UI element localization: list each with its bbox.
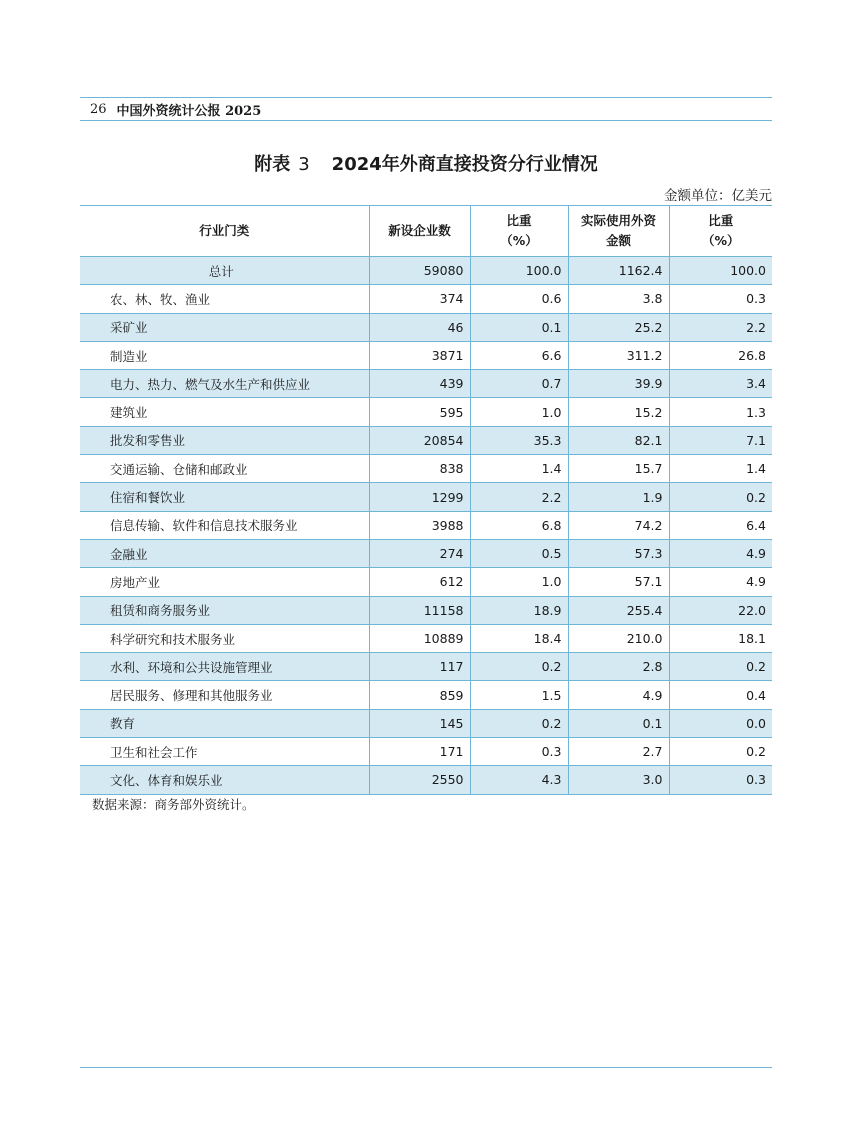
cell-share2: 18.1: [669, 624, 772, 652]
cell-share1: 100.0: [470, 257, 568, 285]
cell-amount: 1162.4: [568, 257, 669, 285]
cell-share2: 22.0: [669, 596, 772, 624]
cell-amount: 311.2: [568, 341, 669, 369]
cell-share2: 1.3: [669, 398, 772, 426]
cell-industry: 水利、环境和公共设施管理业: [80, 653, 369, 681]
cell-amount: 210.0: [568, 624, 669, 652]
cell-share1: 6.8: [470, 511, 568, 539]
cell-share2: 7.1: [669, 426, 772, 454]
cell-industry: 金融业: [80, 539, 369, 567]
cell-enterprises: 2550: [369, 766, 470, 794]
cell-amount: 39.9: [568, 370, 669, 398]
cell-share1: 1.0: [470, 398, 568, 426]
header-enterprises: 新设企业数: [369, 206, 470, 257]
cell-industry: 卫生和社会工作: [80, 738, 369, 766]
cell-share1: 18.4: [470, 624, 568, 652]
cell-share2: 6.4: [669, 511, 772, 539]
cell-amount: 3.8: [568, 285, 669, 313]
cell-share1: 4.3: [470, 766, 568, 794]
cell-industry: 采矿业: [80, 313, 369, 341]
cell-enterprises: 274: [369, 539, 470, 567]
title-number: 3: [298, 154, 310, 175]
cell-share2: 4.9: [669, 568, 772, 596]
cell-share1: 0.1: [470, 313, 568, 341]
cell-industry: 信息传输、软件和信息技术服务业: [80, 511, 369, 539]
cell-amount: 25.2: [568, 313, 669, 341]
total-row: [80, 257, 772, 285]
cell-amount: 15.7: [568, 455, 669, 483]
table-row: [80, 483, 772, 511]
table-row: [80, 568, 772, 596]
cell-amount: 2.8: [568, 653, 669, 681]
footer-rule: [80, 1067, 772, 1068]
cell-share1: 1.0: [470, 568, 568, 596]
table-row: [80, 653, 772, 681]
cell-amount: 1.9: [568, 483, 669, 511]
cell-enterprises: 838: [369, 455, 470, 483]
cell-amount: 74.2: [568, 511, 669, 539]
cell-industry: 租赁和商务服务业: [80, 596, 369, 624]
cell-share1: 1.4: [470, 455, 568, 483]
cell-share2: 0.2: [669, 653, 772, 681]
cell-amount: 57.3: [568, 539, 669, 567]
header-share-enterprises: 比重 （%）: [470, 206, 568, 257]
cell-amount: 15.2: [568, 398, 669, 426]
cell-share1: 35.3: [470, 426, 568, 454]
page-number: 26: [90, 101, 107, 117]
table-row: [80, 709, 772, 737]
cell-industry: 居民服务、修理和其他服务业: [80, 681, 369, 709]
header-share-amount: 比重 （%）: [669, 206, 772, 257]
cell-enterprises: 859: [369, 681, 470, 709]
cell-share1: 2.2: [470, 483, 568, 511]
cell-enterprises: 3871: [369, 341, 470, 369]
cell-enterprises: 171: [369, 738, 470, 766]
source-note: 数据来源：商务部外资统计。: [92, 797, 255, 812]
cell-share1: 0.2: [470, 709, 568, 737]
cell-share1: 0.5: [470, 539, 568, 567]
cell-enterprises: 46: [369, 313, 470, 341]
cell-enterprises: 3988: [369, 511, 470, 539]
table-row: [80, 426, 772, 454]
cell-amount: 255.4: [568, 596, 669, 624]
cell-industry: 制造业: [80, 341, 369, 369]
cell-share2: 0.3: [669, 766, 772, 794]
cell-share2: 0.4: [669, 681, 772, 709]
cell-share1: 0.2: [470, 653, 568, 681]
cell-industry: 教育: [80, 709, 369, 737]
industry-table: [80, 205, 772, 795]
cell-share1: 1.5: [470, 681, 568, 709]
cell-share2: 2.2: [669, 313, 772, 341]
table-row: [80, 539, 772, 567]
table-row: [80, 341, 772, 369]
cell-industry: 电力、热力、燃气及水生产和供应业: [80, 370, 369, 398]
cell-share2: 26.8: [669, 341, 772, 369]
cell-industry: 总计: [80, 257, 369, 285]
cell-amount: 4.9: [568, 681, 669, 709]
title-prefix: 附表: [254, 154, 291, 175]
table-row: [80, 398, 772, 426]
cell-share2: 0.3: [669, 285, 772, 313]
cell-enterprises: 439: [369, 370, 470, 398]
cell-enterprises: 117: [369, 653, 470, 681]
cell-share2: 0.2: [669, 738, 772, 766]
unit-note: 金额单位：亿美元: [664, 188, 772, 204]
header-industry: 行业门类: [80, 206, 369, 257]
cell-enterprises: 1299: [369, 483, 470, 511]
table-row: [80, 596, 772, 624]
table-row: [80, 455, 772, 483]
cell-enterprises: 10889: [369, 624, 470, 652]
cell-amount: 57.1: [568, 568, 669, 596]
cell-amount: 2.7: [568, 738, 669, 766]
cell-industry: 科学研究和技术服务业: [80, 624, 369, 652]
cell-industry: 住宿和餐饮业: [80, 483, 369, 511]
cell-amount: 82.1: [568, 426, 669, 454]
table-row: [80, 681, 772, 709]
table-row: [80, 511, 772, 539]
cell-share1: 0.6: [470, 285, 568, 313]
cell-amount: 3.0: [568, 766, 669, 794]
cell-industry: 文化、体育和娱乐业: [80, 766, 369, 794]
cell-industry: 房地产业: [80, 568, 369, 596]
header-amount: 实际使用外资 金额: [568, 206, 669, 257]
cell-enterprises: 145: [369, 709, 470, 737]
cell-share1: 6.6: [470, 341, 568, 369]
table-row: [80, 285, 772, 313]
cell-enterprises: 11158: [369, 596, 470, 624]
running-header: [80, 98, 772, 120]
cell-share2: 100.0: [669, 257, 772, 285]
cell-enterprises: 374: [369, 285, 470, 313]
cell-enterprises: 612: [369, 568, 470, 596]
cell-share1: 0.3: [470, 738, 568, 766]
table-title: [80, 150, 772, 176]
table-row: [80, 370, 772, 398]
cell-industry: 农、林、牧、渔业: [80, 285, 369, 313]
cell-industry: 建筑业: [80, 398, 369, 426]
cell-share2: 1.4: [669, 455, 772, 483]
cell-share2: 4.9: [669, 539, 772, 567]
cell-enterprises: 595: [369, 398, 470, 426]
cell-share2: 3.4: [669, 370, 772, 398]
title-text: 2024年外商直接投资分行业情况: [331, 154, 598, 175]
cell-share1: 18.9: [470, 596, 568, 624]
cell-share2: 0.0: [669, 709, 772, 737]
publication-title: 中国外资统计公报 2025: [116, 103, 262, 119]
table-row: [80, 738, 772, 766]
cell-industry: 批发和零售业: [80, 426, 369, 454]
cell-amount: 0.1: [568, 709, 669, 737]
table-row: [80, 313, 772, 341]
cell-enterprises: 59080: [369, 257, 470, 285]
table-row: [80, 766, 772, 794]
cell-industry: 交通运输、仓储和邮政业: [80, 455, 369, 483]
cell-share1: 0.7: [470, 370, 568, 398]
cell-share2: 0.2: [669, 483, 772, 511]
cell-enterprises: 20854: [369, 426, 470, 454]
header-bottom-rule: [80, 120, 772, 121]
table-row: [80, 624, 772, 652]
table-header-row: [80, 206, 772, 257]
